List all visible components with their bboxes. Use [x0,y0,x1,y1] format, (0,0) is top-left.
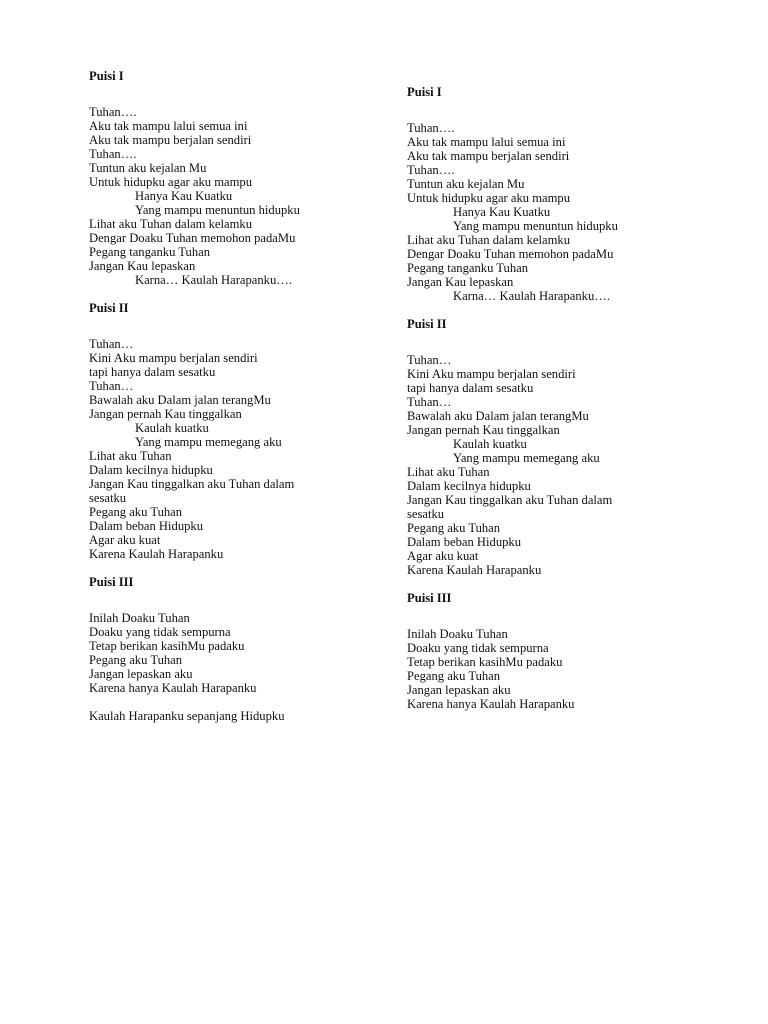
poem-line: Untuk hidupku agar aku mampu [89,175,252,189]
poem-line: Doaku yang tidak sempurna [407,641,549,655]
poem-line: Tuntun aku kejalan Mu [89,161,207,175]
poem-line: Yang mampu memegang aku [135,435,282,449]
poem-line: Dengar Doaku Tuhan memohon padaMu [407,247,614,261]
poem-line: Tuhan…. [89,105,137,119]
poem-line: Aku tak mampu lalui semua ini [89,119,248,133]
right-column [407,85,707,725]
poem-line: Jangan lepaskan aku [407,683,511,697]
poem-line: Hanya Kau Kuatku [135,189,233,203]
poem-line: Karena hanya Kaulah Harapanku [89,681,257,695]
poem-line: Kini Aku mampu berjalan sendiri [89,351,258,365]
poem-line: Aku tak mampu berjalan sendiri [89,133,252,147]
poem-line: Lihat aku Tuhan [89,449,172,463]
poem-line: Kini Aku mampu berjalan sendiri [407,367,576,381]
poem-line: Pegang aku Tuhan [89,653,183,667]
poem-line: Bawalah aku Dalam jalan terangMu [89,393,271,407]
poem-line: Tuhan… [407,353,452,367]
poem-line: Aku tak mampu lalui semua ini [407,135,566,149]
poem-line: Kaulah kuatku [135,421,209,435]
poem-line: Tuhan… [89,337,134,351]
poem-line: Inilah Doaku Tuhan [89,611,190,625]
poem-line: Jangan Kau tinggalkan aku Tuhan dalam [89,477,295,491]
poem-line: Tuhan…. [407,121,455,135]
poem-line: Lihat aku Tuhan dalam kelamku [407,233,570,247]
poem-line: Lihat aku Tuhan dalam kelamku [89,217,252,231]
poem-line: Jangan pernah Kau tinggalkan [89,407,242,421]
poem-line: tapi hanya dalam sesatku [407,381,534,395]
poem-section [89,301,389,561]
poem-line: Untuk hidupku agar aku mampu [407,191,570,205]
poem-line: Tetap berikan kasihMu padaku [89,639,245,653]
poem-line: Agar aku kuat [89,533,161,547]
poem-line: Jangan Kau lepaskan [407,275,514,289]
poem-line: sesatku [89,491,127,505]
poem-line: Jangan Kau tinggalkan aku Tuhan dalam [407,493,613,507]
poem-section [407,317,707,577]
poem-title: Puisi II [407,317,447,331]
poem-line: Pegang aku Tuhan [407,669,501,683]
poem-title: Puisi I [89,69,124,83]
poem-line: Tuhan… [407,395,452,409]
poem-line: Dalam beban Hidupku [407,535,522,549]
poem-line: Inilah Doaku Tuhan [407,627,508,641]
poem-line: Jangan Kau lepaskan [89,259,196,273]
poem-line: Karena Kaulah Harapanku [407,563,542,577]
poem-line: Karena hanya Kaulah Harapanku [407,697,575,711]
poem-line: Aku tak mampu berjalan sendiri [407,149,570,163]
poem-line: Tetap berikan kasihMu padaku [407,655,563,669]
poem-line: Bawalah aku Dalam jalan terangMu [407,409,589,423]
poem-line: tapi hanya dalam sesatku [89,365,216,379]
poem-line: Karna… Kaulah Harapanku…. [135,273,293,287]
poem-line: Pegang aku Tuhan [407,521,501,535]
poem-line: Dalam beban Hidupku [89,519,204,533]
poem-line: sesatku [407,507,445,521]
poem-section [89,69,389,287]
poem-line: Tuhan… [89,379,134,393]
poem-line: Jangan pernah Kau tinggalkan [407,423,560,437]
poem-line: Pegang tanganku Tuhan [407,261,529,275]
poem-line: Yang mampu menuntun hidupku [453,219,618,233]
poem-line: Yang mampu memegang aku [453,451,600,465]
poem-line: Dalam kecilnya hidupku [89,463,213,477]
poem-line: Agar aku kuat [407,549,479,563]
poem-line: Pegang aku Tuhan [89,505,183,519]
poem-line: Dengar Doaku Tuhan memohon padaMu [89,231,296,245]
poem-line: Jangan lepaskan aku [89,667,193,681]
poem-line: Tuntun aku kejalan Mu [407,177,525,191]
poem-line: Karena Kaulah Harapanku [89,547,224,561]
poem-line [89,695,389,709]
poem-title: Puisi I [407,85,442,99]
poem-line: Hanya Kau Kuatku [453,205,551,219]
poem-line: Lihat aku Tuhan [407,465,490,479]
left-column [89,69,389,737]
poem-section [407,85,707,303]
poem-line: Kaulah kuatku [453,437,527,451]
poem-line: Kaulah Harapanku sepanjang Hidupku [89,709,285,723]
poem-line: Yang mampu menuntun hidupku [135,203,300,217]
poem-line: Doaku yang tidak sempurna [89,625,231,639]
poem-title: Puisi II [89,301,129,315]
poem-line: Tuhan…. [407,163,455,177]
poem-title: Puisi III [407,591,452,605]
poem-title: Puisi III [89,575,134,589]
poem-section [89,575,389,723]
poem-section [407,591,707,711]
poem-line: Karna… Kaulah Harapanku…. [453,289,611,303]
poem-line: Dalam kecilnya hidupku [407,479,531,493]
poem-line: Pegang tanganku Tuhan [89,245,211,259]
poem-line: Tuhan…. [89,147,137,161]
